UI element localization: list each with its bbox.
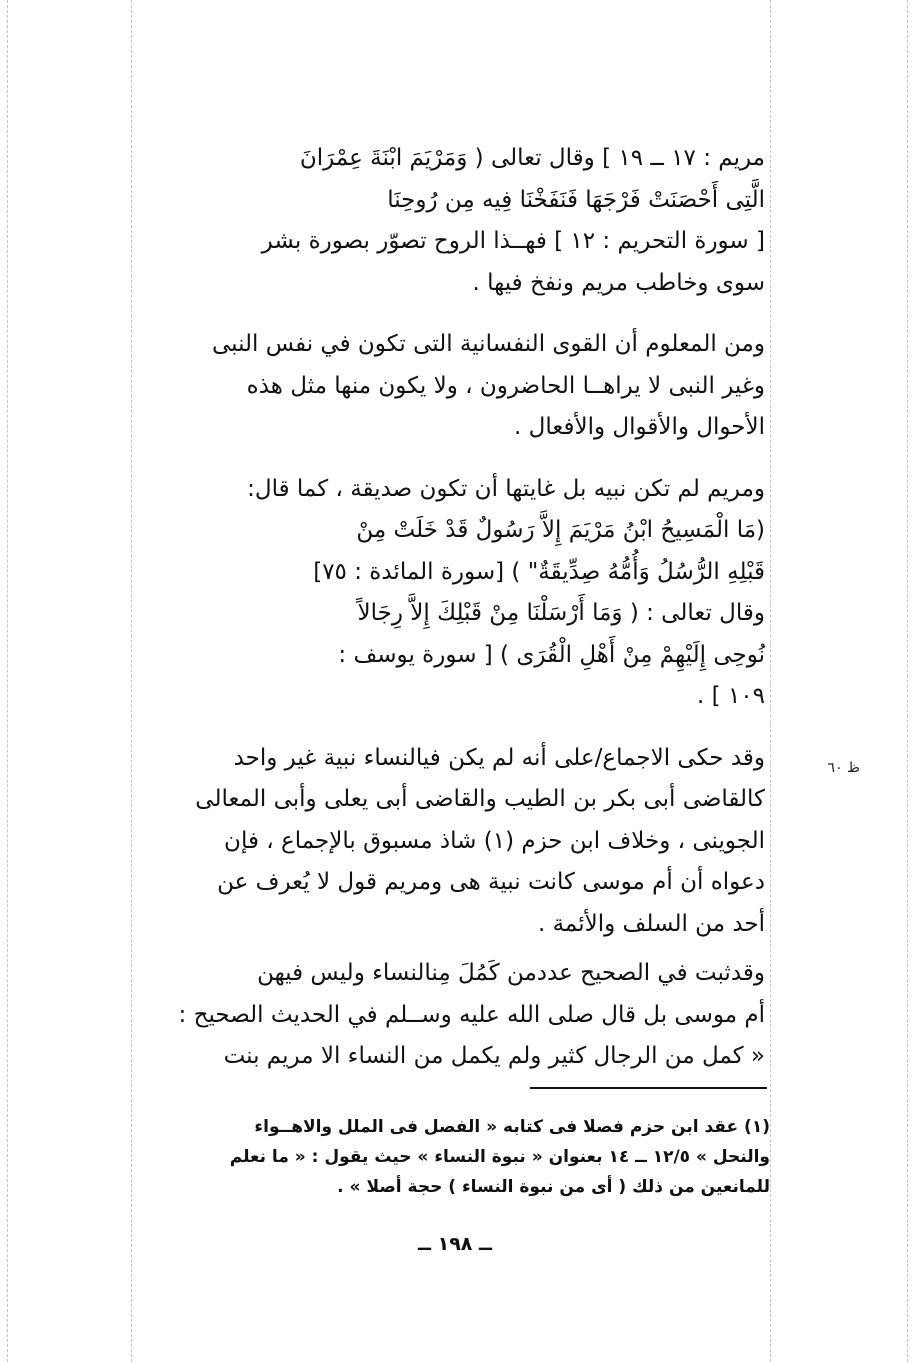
footnote-line: والنحل » ١٢/٥ ــ ١٤ بعنوان « نبوة النساء » حيث يقول : « ما نعلم bbox=[229, 1147, 770, 1167]
text-line: أحد من السلف والأئمة . bbox=[537, 910, 765, 937]
paragraph-5 bbox=[120, 953, 765, 1078]
text-line: ١٠٩ ] . bbox=[697, 683, 765, 709]
paragraph-4 bbox=[120, 738, 765, 946]
page-number: ــ ١٩٨ ــ bbox=[417, 1233, 492, 1255]
text-line: نُوحِى إِلَيْهِمْ مِنْ أَهْلِ الْقُرَى ) [ سورة يوسف : bbox=[338, 641, 765, 668]
text-line: الَّتِى أَحْصَنَتْ فَرْجَهَا فَنَفَخْنَا فِيه مِن رُوحِنَا bbox=[387, 186, 765, 213]
footnote-line: (١) عقد ابن حزم فصلا فى كتابه « الفصل فى الملل والاهــواء bbox=[254, 1117, 770, 1137]
main-text bbox=[120, 138, 765, 1078]
marginal-note: ظ ٦٠ bbox=[827, 760, 860, 776]
text-line: سوى وخاطب مريم ونفخ فيها . bbox=[472, 269, 765, 296]
paragraph-2 bbox=[120, 324, 765, 449]
paragraph-3 bbox=[120, 469, 765, 718]
text-line: دعواه أن أم موسى كانت نبية هى ومريم قول لا يُعرف عن bbox=[217, 869, 765, 895]
text-line: الجوينى ، وخلاف ابن حزم (١) شاذ مسبوق بالإجماع ، فإن bbox=[224, 827, 765, 854]
text-line: وقد حكى الاجماع/على أنه لم يكن فيالنساء نبية غير واحد bbox=[233, 744, 765, 771]
text-line: قَبْلِهِ الرُّسُلُ وَأُمُّهُ صِدِّيقَةٌ" ) [سورة المائدة : ٧٥] bbox=[313, 558, 765, 585]
paragraph-1 bbox=[120, 138, 765, 304]
text-line: وغير النبى لا يراهــا الحاضرون ، ولا يكون منها مثل هذه bbox=[246, 372, 765, 399]
footnote-divider bbox=[530, 1087, 767, 1089]
scan-guide-line bbox=[770, 0, 771, 1362]
text-line: (مَا الْمَسِيحُ ابْنُ مَرْيَمَ إِلاَّ رَسُولٌ قَدْ خَلَتْ مِنْ bbox=[356, 517, 765, 543]
text-line: وقال تعالى : ( وَمَا أَرْسَلْنَا مِنْ قَبْلِكَ إِلاَّ رِجَالاً bbox=[357, 600, 765, 626]
text-line: ومريم لم تكن نبيه بل غايتها أن تكون صديقة ، كما قال: bbox=[247, 475, 765, 502]
text-line: ومن المعلوم أن القوى النفسانية التى تكون في نفس النبى bbox=[212, 331, 765, 357]
text-line: الأحوال والأقوال والأفعال . bbox=[514, 414, 765, 440]
text-line: [ سورة التحريم : ١٢ ] فهــذا الروح تصوّر بصورة بشر bbox=[261, 228, 765, 254]
scan-guide-line bbox=[7, 0, 8, 1362]
footnote-line: للمانعين من ذلك ( أى من نبوة النساء ) حجة أصلا » . bbox=[337, 1177, 770, 1197]
footnote bbox=[120, 1112, 770, 1202]
text-line: كالقاضى أبى بكر بن الطيب والقاضى أبى يعلى وأبى المعالى bbox=[195, 786, 765, 812]
text-line: « كمل من الرجال كثير ولم يكمل من النساء الا مريم بنت bbox=[223, 1043, 765, 1069]
text-line: مريم : ١٧ ــ ١٩ ] وقال تعالى ( وَمَرْيَمَ ابْنَةَ عِمْرَانَ bbox=[299, 145, 765, 171]
text-line: وقدثبت في الصحيح عددمن كَمُلَ مِنالنساء وليس فيهن bbox=[257, 960, 765, 986]
text-line: أم موسى بل قال صلى الله عليه وســلم في الحديث الصحيح : bbox=[178, 1001, 765, 1028]
scan-guide-line bbox=[907, 0, 908, 1362]
